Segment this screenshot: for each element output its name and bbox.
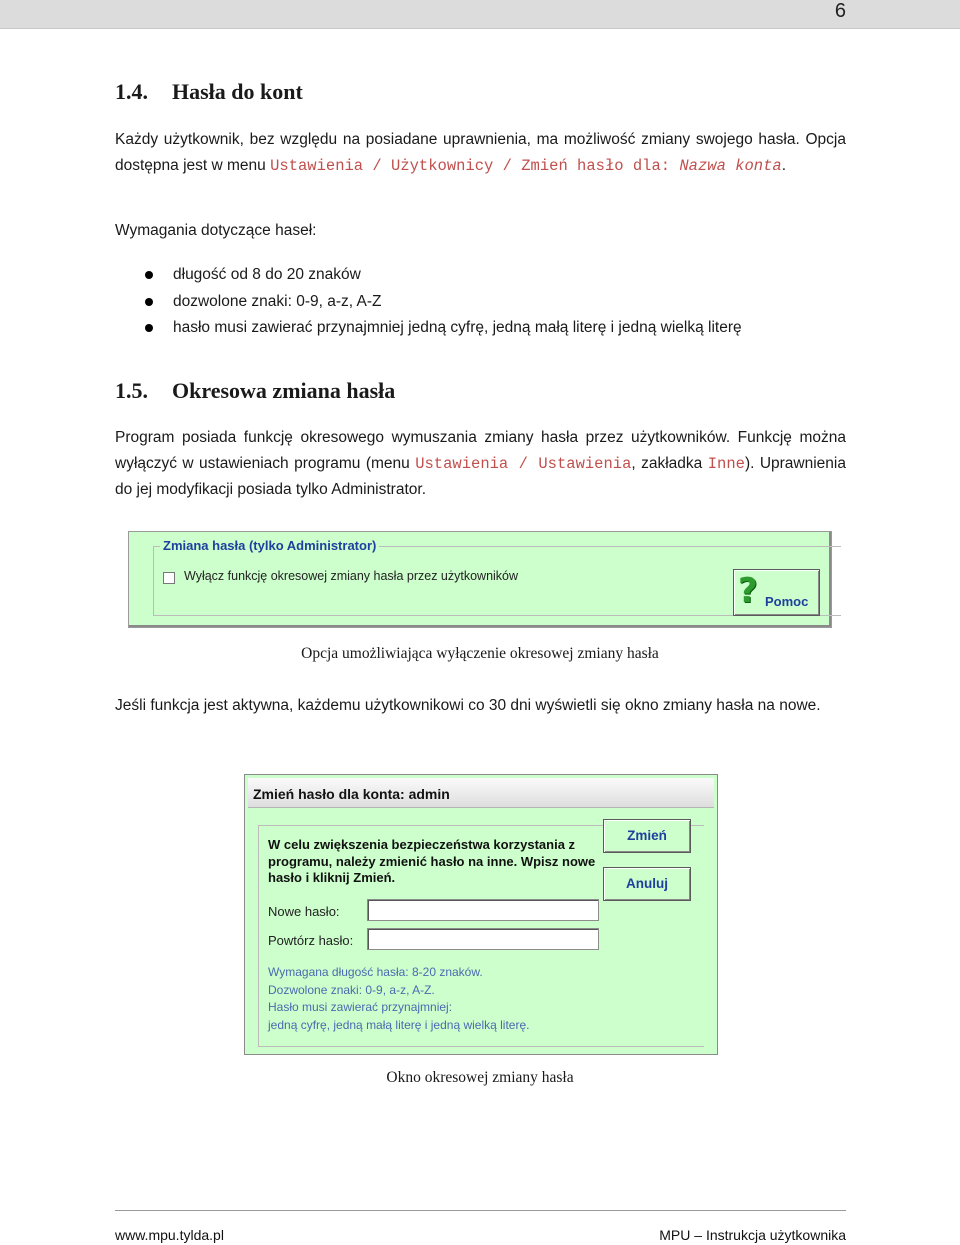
list-item: długość od 8 do 20 znaków xyxy=(115,262,742,289)
menu-path: Ustawienia / Ustawienia xyxy=(415,454,632,473)
screenshot-change-password-window xyxy=(244,774,718,1055)
paragraph-text: ). Uprawnienia do jej modyfikacji posiada tylko Administrator. xyxy=(115,454,846,498)
section-title: Okresowa zmiana hasła xyxy=(172,378,396,403)
section-number: 1.4. xyxy=(115,79,148,104)
paragraph-text: , zakładka xyxy=(631,454,708,472)
help-button[interactable] xyxy=(733,569,820,616)
page-number: 6 xyxy=(834,0,846,22)
repeat-password-input[interactable] xyxy=(367,928,599,950)
tab-name: Inne xyxy=(707,454,745,473)
groupbox-title: Zmiana hasła (tylko Administrator) xyxy=(160,538,379,553)
requirement-line: jedną cyfrę, jedną małą literę i jedną wielką literę. xyxy=(268,1017,530,1032)
section-number: 1.5. xyxy=(115,378,148,403)
paragraph-password-change xyxy=(115,127,846,179)
paragraph-text: Program posiada funkcję okresowego wymuszania zmiany hasła przez użytkowników. Funkcję można wyłączyć w ustawieniach programu (menu xyxy=(115,429,846,472)
list-item: hasło musi zawierać przynajmniej jedną cyfrę, jedną małą literę i jedną wielką literę xyxy=(115,315,742,342)
footer-divider xyxy=(115,1210,846,1211)
requirement-line: Wymagana długość hasła: 8-20 znaków. xyxy=(268,965,483,979)
menu-path: Ustawienia / Użytkownicy / Zmień hasło dla: xyxy=(270,156,680,175)
requirements-list xyxy=(115,262,742,342)
paragraph-periodic-change xyxy=(115,425,846,503)
footer-website: www.mpu.tylda.pl xyxy=(115,1227,224,1243)
repeat-password-label: Powtórz hasło: xyxy=(268,933,354,948)
section-heading-1-4 xyxy=(115,79,303,105)
footer-document-title: MPU – Instrukcja użytkownika xyxy=(659,1227,846,1243)
help-button-label: Pomoc xyxy=(765,594,809,609)
new-password-label: Nowe hasło: xyxy=(268,904,340,919)
figure-caption: Okno okresowej zmiany hasła xyxy=(386,1069,574,1086)
paragraph-active-function: Jeśli funkcja jest aktywna, każdemu użytkownikowi co 30 dni wyświetli się okno zmiany hasła na nowe. xyxy=(115,697,821,714)
paragraph-text: . xyxy=(781,156,787,174)
list-item: dozwolone znaki: 0-9, a-z, A-Z xyxy=(115,289,742,316)
section-title: Hasła do kont xyxy=(172,79,303,104)
change-button[interactable]: Zmień xyxy=(603,819,691,853)
new-password-input[interactable] xyxy=(367,899,599,921)
cancel-button[interactable]: Anuluj xyxy=(603,867,691,901)
window-title: Zmień hasło dla konta: admin xyxy=(248,778,714,808)
screenshot-settings-panel xyxy=(128,531,832,628)
requirement-line: Hasło musi zawierać przynajmniej: xyxy=(268,1000,453,1014)
requirements-intro: Wymagania dotyczące haseł: xyxy=(115,222,317,239)
section-heading-1-5 xyxy=(115,378,395,404)
page-header xyxy=(0,0,960,29)
menu-path-account: Nazwa konta xyxy=(679,156,782,175)
requirement-line: Dozwolone znaki: 0-9, a-z, A-Z. xyxy=(268,982,435,997)
password-requirements xyxy=(268,964,598,1034)
checkbox-label: Wyłącz funkcję okresowej zmiany hasła przez użytkowników xyxy=(184,569,519,583)
paragraph-text: Każdy użytkownik, bez względu na posiadane uprawnienia, ma możliwość zmiany swojego hasła. Opcja dostępna jest w menu xyxy=(115,131,846,174)
info-text: W celu zwiększenia bezpieczeństwa korzystania z programu, należy zmienić hasło na inne. Wpisz nowe hasło i kliknij Zmień. xyxy=(268,837,596,885)
disable-periodic-change-checkbox[interactable] xyxy=(163,572,175,584)
change-password-panel xyxy=(258,825,704,1047)
figure-caption: Opcja umożliwiająca wyłączenie okresowej zmiany hasła xyxy=(301,645,659,662)
question-mark-icon: ? xyxy=(738,571,758,611)
